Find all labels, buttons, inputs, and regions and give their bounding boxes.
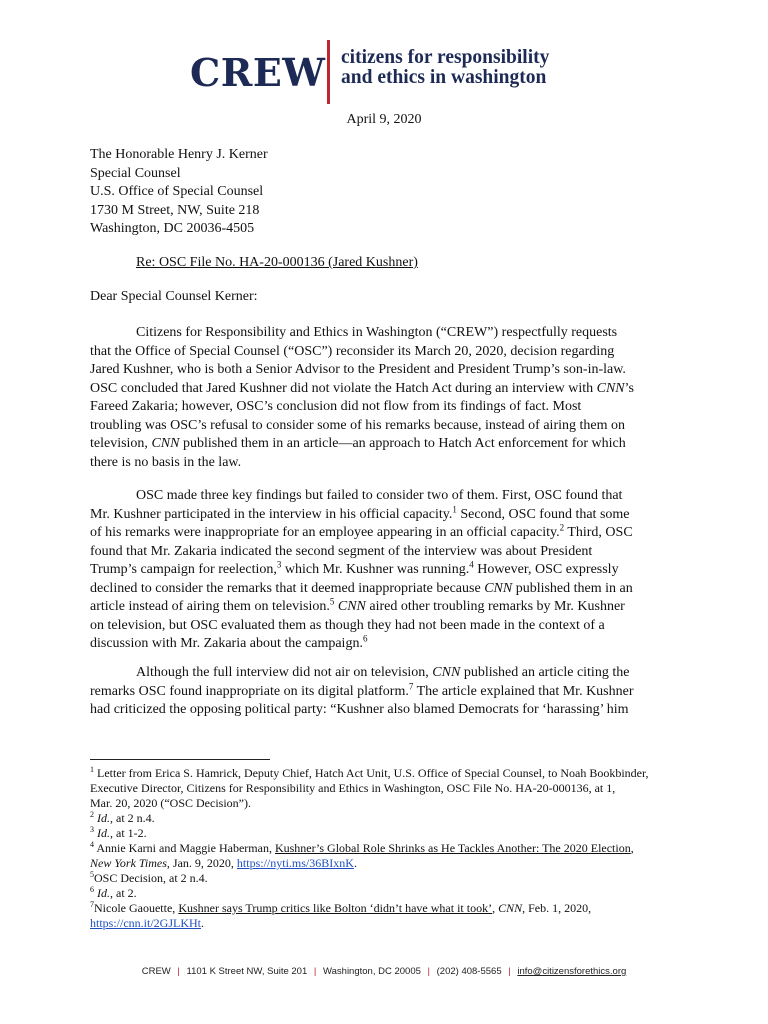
footer-phone: (202) 408-5565 xyxy=(436,966,502,977)
footer-email-link[interactable]: info@citizensforethics.org xyxy=(517,966,627,977)
text-line: on television, but OSC evaluated them as though they had not been made in the context of a xyxy=(90,617,605,633)
footnote-4: $^4$ Annie Karni and Maggie Haberman, Kushner’s Global Role Shrinks as He Tackles Another: The 2020 Election, xyxy=(90,840,634,855)
footnotes xyxy=(90,766,690,931)
address-line: 1730 M Street, NW, Suite 218 xyxy=(90,202,260,218)
footer-address: 1101 K Street NW, Suite 201 xyxy=(186,966,308,977)
footer-separator: | xyxy=(313,966,317,977)
footnote-2: $^2$ Id., at 2 n.4. xyxy=(90,810,155,825)
re-line: Re: OSC File No. HA-20-000136 (Jared Kushner) xyxy=(136,255,418,270)
text-line: of his remarks were inappropriate for an employee appearing in an official capacity.$^2$ Third, OSC xyxy=(90,522,633,540)
text-line: found that Mr. Zakaria indicated the second segment of the interview was about President xyxy=(90,543,593,559)
text-line: article instead of airing them on television.$^5$ CNN aired other troubling remarks by Mr. Kushner xyxy=(90,596,625,614)
address-line: The Honorable Henry J. Kerner xyxy=(90,147,268,162)
footnote-6: $^6$ Id., at 2. xyxy=(90,885,137,900)
footnote-7: $^7$Nicole Gaouette, Kushner says Trump critics like Bolton ‘didn’t have what it took’, CNN, Feb. 1, 2020, xyxy=(90,900,592,915)
footnote-7-link[interactable]: https://cnn.it/2GJLKHt xyxy=(90,916,201,930)
text-line: discussion with Mr. Zakaria about the campaign.$^6$ xyxy=(90,633,368,651)
address-line: Washington, DC 20036-4505 xyxy=(90,221,255,236)
letter-date: April 9, 2020 xyxy=(346,112,422,127)
footer-separator: | xyxy=(508,966,511,977)
footer-separator: | xyxy=(427,966,430,977)
text-line: Although the full interview did not air on television, CNN published an article citing the xyxy=(136,665,630,680)
footnote-4-link[interactable]: https://nyti.ms/36BIxnK xyxy=(236,856,354,870)
footnote-ref: 3 xyxy=(276,559,282,570)
footnote-ref: 5 xyxy=(329,596,335,607)
footnote-1-cont: Executive Director, Citizens for Responsibility and Ethics in Washington, OSC File No. HA-20-000136, at 1, xyxy=(90,781,616,795)
footnote-ref: 6 xyxy=(362,633,368,644)
logo-tagline-line2: and ethics in washington xyxy=(341,67,547,88)
paragraph-3 xyxy=(90,664,680,720)
text-line: Fareed Zakaria; however, OSC’s conclusion did not flow from its findings of fact. Most xyxy=(90,399,582,414)
text-line: that the Office of Special Counsel (“OSC”) reconsider its March 20, 2020, decision regarding xyxy=(90,343,615,359)
text-line: declined to consider the remarks that it deemed inappropriate because CNN published them in an xyxy=(90,580,633,596)
logo-divider xyxy=(327,40,330,104)
logo-wordmark: CREW xyxy=(190,50,326,95)
footnote-5: $^5$OSC Decision, at 2 n.4. xyxy=(90,870,208,885)
text-line: television, CNN published them in an article—an approach to Hatch Act enforcement for which xyxy=(90,436,626,451)
text-line: Jared Kushner, who is both a Senior Advisor to the President and President Trump’s son-in-law. xyxy=(90,362,626,377)
logo-tagline-line1: citizens for responsibility xyxy=(341,47,550,68)
text-line: OSC made three key findings but failed to consider two of them. First, OSC found that xyxy=(136,488,623,503)
footnote-ref: 7 xyxy=(408,680,414,691)
footer-city: Washington, DC 20005 xyxy=(323,966,421,977)
recipient-address xyxy=(90,146,268,239)
footnote-4-cont: New York Times, Jan. 9, 2020, https://nyti.ms/36BIxnK. xyxy=(90,856,357,870)
text-line: Citizens for Responsibility and Ethics in Washington (“CREW”) respectfully requests xyxy=(136,325,618,340)
page-footer xyxy=(0,966,768,977)
footnote-ref: 1 xyxy=(452,503,457,514)
footer-org: CREW xyxy=(141,966,171,977)
footnote-divider xyxy=(90,759,270,760)
footnote-3: $^3$ Id., at 1-2. xyxy=(90,825,147,840)
footnote-1: $^1$ Letter from Erica S. Hamrick, Deputy Chief, Hatch Act Unit, U.S. Office of Special Counsel, to Noah Bookbinder, xyxy=(90,765,649,780)
text-line: remarks OSC found inappropriate on its digital platform.$^7$ The article explained that Mr. Kushner xyxy=(90,680,634,699)
paragraph-2 xyxy=(90,487,680,654)
text-line: Mr. Kushner participated in the interview in his official capacity.$^1$ Second, OSC found that some xyxy=(90,503,630,522)
salutation: Dear Special Counsel Kerner: xyxy=(90,289,258,304)
text-line: Trump’s campaign for reelection,$^3$ which Mr. Kushner was running.$^4$ However, OSC expressly xyxy=(90,559,619,577)
address-line: Special Counsel xyxy=(90,165,181,181)
footnote-7-cont: https://cnn.it/2GJLKHt. xyxy=(90,916,204,930)
paragraph-1 xyxy=(90,324,680,472)
logo-tagline xyxy=(341,48,549,88)
text-line: there is no basis in the law. xyxy=(90,454,242,470)
crew-logo xyxy=(190,40,590,104)
text-line: troubling was OSC’s refusal to consider some of his remarks because, instead of airing them on xyxy=(90,417,625,433)
address-line: U.S. Office of Special Counsel xyxy=(90,184,264,199)
footnote-1-cont: Mar. 20, 2020 (“OSC Decision”). xyxy=(90,796,251,810)
text-line: had criticized the opposing political party: “Kushner also blamed Democrats for ‘harassing’ him xyxy=(90,702,629,717)
footnote-ref: 4 xyxy=(469,559,474,570)
footnote-ref: 2 xyxy=(559,522,565,533)
footer-separator: | xyxy=(177,966,180,977)
text-line: OSC concluded that Jared Kushner did not violate the Hatch Act during an interview with CNN’s xyxy=(90,380,634,396)
